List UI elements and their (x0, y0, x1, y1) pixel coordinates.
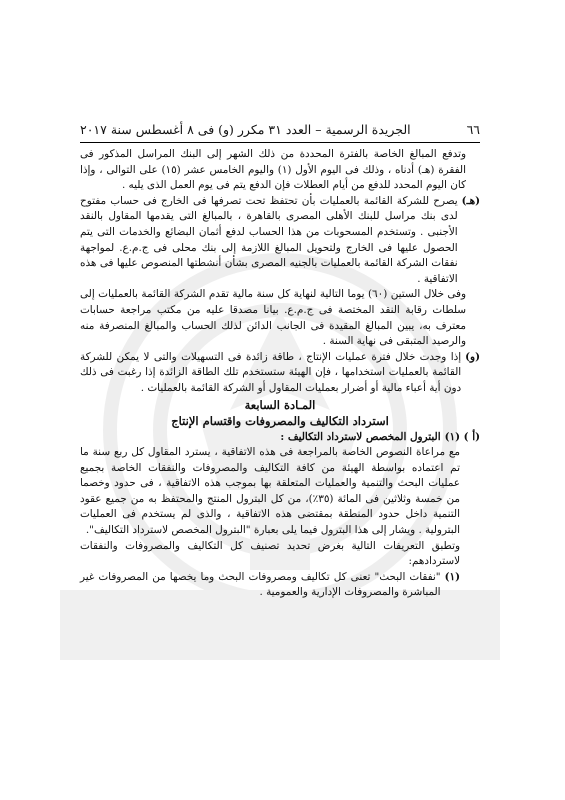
page-number: ٦٦ (466, 122, 480, 137)
article-number: المـادة السابعة (244, 397, 316, 412)
section-marker: (أ ) (١) (444, 430, 480, 443)
section-heading: البترول المخصص لاسترداد التكاليف : (280, 430, 441, 443)
page-header (80, 122, 480, 142)
document-body (80, 147, 480, 601)
clause-text: يصرح للشركة القائمة بالعمليات بأن تحتفظ تحت تصرفها فى الخارج فى حساب مفتوح لدى بنك مراسل للبنك الأهلى المصرى بالقاهرة ، بالمبالغ التى يقدمها المقاول بالنقد الأجنبى . وتستخدم المسحوبات من هذا الحساب لدفع أثمان البضائع والخدمات التى يتم الحصول عليها فى الخارج ولتحويل المبالغ اللازمة إلى بنك محلى فى ج.م.ع. لمواجهة نفقات الشركة القائمة بالعمليات بالجنيه المصرى بشأن أنشطتها المنصوص عليها فى هذه الاتفاقية . (80, 194, 458, 285)
page-content (80, 122, 480, 601)
definition-exploration-expenses (80, 570, 480, 601)
clause-marker: (هـ) (461, 194, 480, 207)
section-a-definitions-intro: وتطبق التعريفات التالية بغرض تحديد تصنيف كل التكاليف والمصروفات والنفقات لاستردادهم: (80, 539, 460, 568)
running-title: الجريدة الرسمية – العدد ٣١ مكرر (و) فى ٨ أغسطس سنة ٢٠١٧ (80, 122, 411, 137)
clause-text: إذا وجدت خلال فترة عمليات الإنتاج ، طاقة زائدة فى التسهيلات والتى لا يمكن للشركة القائمة بالعمليات استخدامها ، فإن الهيئة ستستخدم تلك الطاقة الزائدة إذا رغبت فى ذلك دون أية أعباء مالية أو أضرار بعمليات المقاول أو الشركة القائمة بالعمليات . (80, 350, 462, 394)
paragraph-annual-statement: وفى خلال الستين (٦٠) يوما التالية لنهاية كل سنة مالية تقدم الشركة القائمة بالعمليات إلى سلطات رقابة النقد المختصة فى ج.م.ع. بيانا مصدقا عليه من مكتب مراجعة حسابات معترف به، يبين المبالغ المقيدة فى الجانب الدائن لذلك الحساب والمبالغ المنصرفة منه والرصيد المتبقى فى نهاية السنة . (80, 288, 466, 348)
definition-marker: (١) (444, 570, 460, 583)
paragraph-continuation: وتدفع المبالغ الخاصة بالفترة المحددة من ذلك الشهر إلى البنك المراسل المذكور فى الفقرة (هـ) أدناه ، وذلك فى اليوم الأول (١) واليوم الخامس عشر (١٥) على التوالى ، وإذا كان اليوم المحدد للدفع من أيام العطلات فإن الدفع يتم فى يوم العمل الذى يليه . (80, 148, 466, 192)
clause-h (80, 194, 480, 288)
definition-text: "نفقات البحث" تعنى كل تكاليف ومصروفات البحث وما يخصها من المصروفات غير المباشرة والمصروفات الإدارية والعمومية . (80, 570, 441, 599)
clause-w (80, 350, 480, 397)
header-rule (80, 142, 480, 143)
article-title: استرداد التكاليف والمصروفات واقتسام الإنتاج (171, 413, 389, 428)
section-a-heading (80, 430, 480, 446)
section-a-text: مع مراعاة النصوص الخاصة بالمراجعة فى هذه الاتفاقية ، يسترد المقاول كل ربع سنة ما تم اعتماده بواسطة الهيئة من كافة التكاليف والمصروفات والنفقات الخاصة بجميع عمليات البحث والتنمية والعمليات المتعلقة بها بموجب هذه الاتفاقية ، فى حدود وخصما من خمسة وثلاثين فى المائة (٣٥٪)، من كل البترول المنتج والمحتفظ به من جميع عقود التنمية داخل حدود المنطقة بمقتضى هذه الاتفاقية ، والذى لم يستخدم فى العمليات البترولية . ويشار إلى هذا البترول فيما يلى بعبارة "البترول المخصص لاسترداد التكاليف". (80, 446, 460, 537)
clause-marker: (و) (465, 350, 480, 363)
